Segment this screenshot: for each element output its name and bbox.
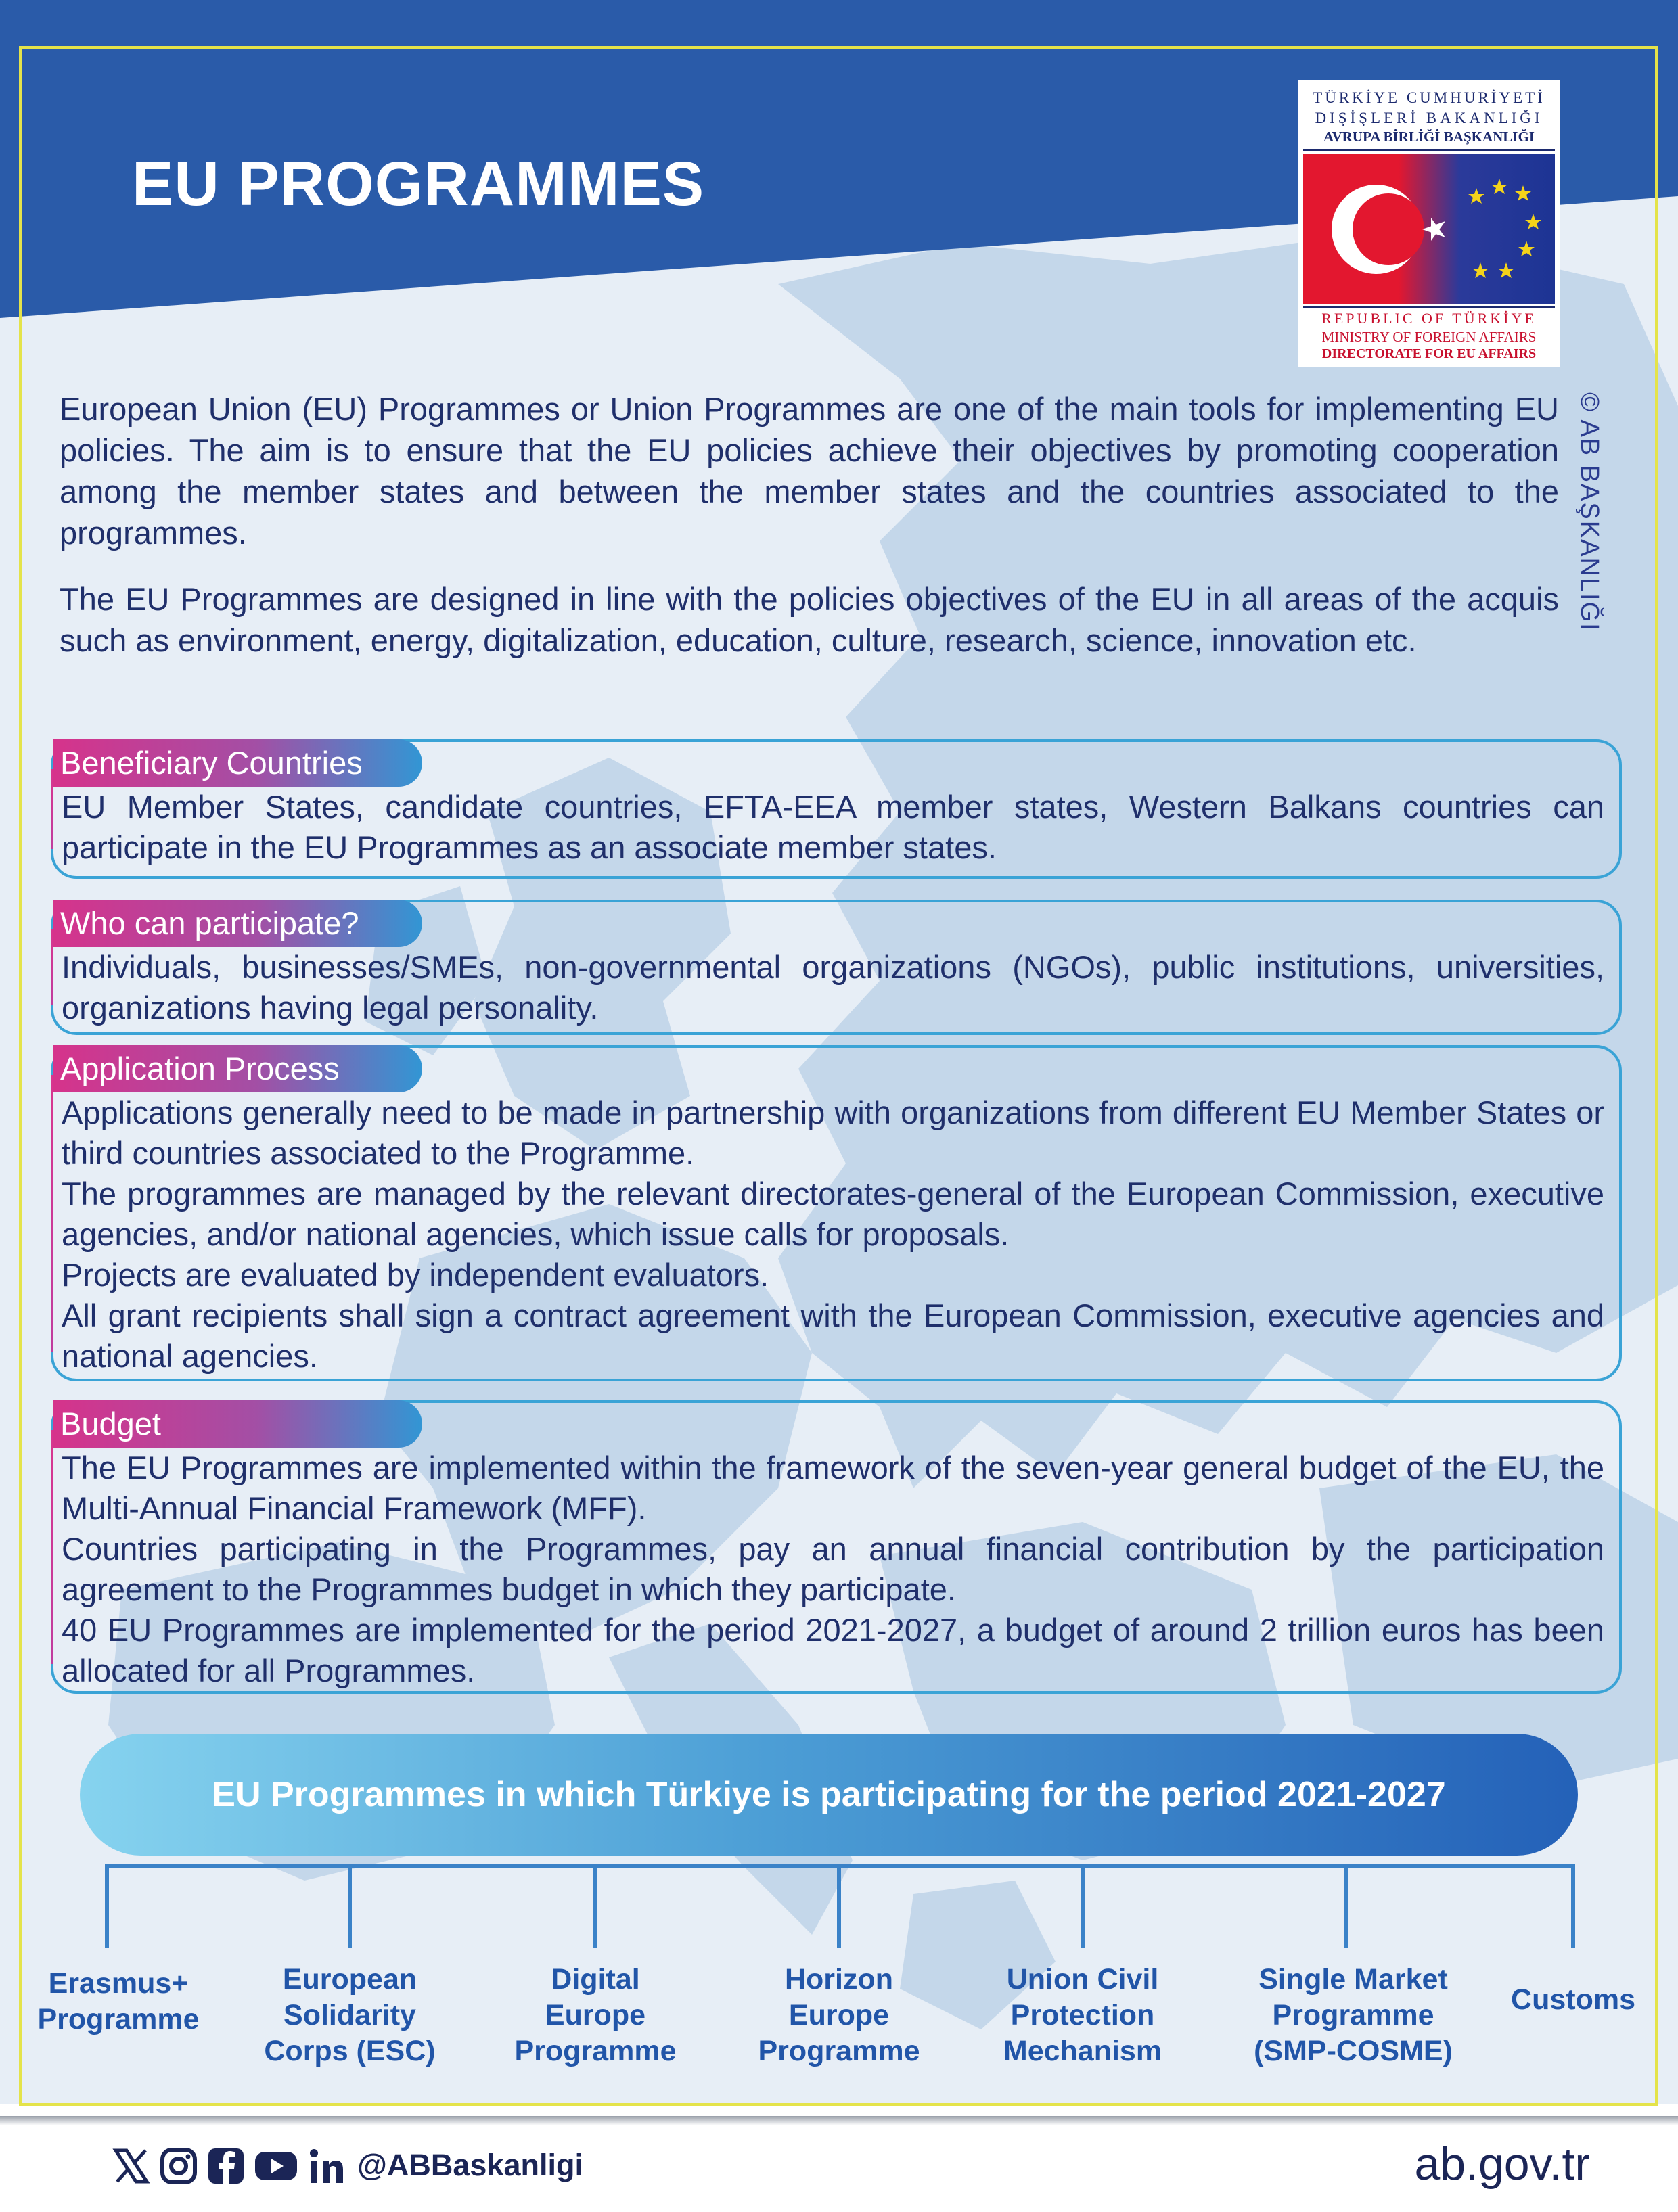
box-text: Individuals, businesses/SMEs, non-governmental organizations (NGOs), public institutions, universities, organizations having legal personality. <box>62 949 1604 1026</box>
logo-text-line: AVRUPA BİRLİĞİ BAŞKANLIĞI <box>1323 129 1535 145</box>
box-body <box>62 787 1604 868</box>
instagram-icon[interactable] <box>159 2146 198 2186</box>
programme-label: Programme <box>514 2035 677 2067</box>
application-process-box <box>51 1045 1622 1381</box>
who-can-participate-box <box>51 900 1622 1035</box>
programme-label: Single Market <box>1258 1963 1448 1996</box>
box-text: 40 EU Programmes are implemented for the period 2021-2027, a budget of around 2 trillion euros has been allocated for all Programmes. <box>62 1612 1604 1688</box>
budget-box <box>51 1400 1622 1694</box>
programme-label: Europe <box>545 1999 646 2031</box>
footer-divider <box>0 2116 1678 2125</box>
programme-customs <box>1482 1982 1664 2018</box>
programme-label: Solidarity <box>284 1999 416 2031</box>
box-body <box>62 947 1604 1028</box>
programme-label: (SMP-COSME) <box>1254 2035 1453 2067</box>
box-text: Projects are evaluated by independent evaluators. <box>62 1257 769 1293</box>
box-title: Budget <box>53 1400 422 1448</box>
box-text: EU Member States, candidate countries, EFTA-EEA member states, Western Balkans countries can participate in the EU Programmes as an associate member states. <box>62 789 1604 865</box>
logo-text-line: REPUBLIC OF TÜRKİYE <box>1321 310 1537 327</box>
logo-divider <box>1303 149 1555 151</box>
programme-label: Horizon <box>784 1963 894 1996</box>
copyright-notice: © AB BAŞKANLIĞI <box>1575 392 1604 632</box>
social-handle[interactable]: @ABBaskanligi <box>357 2148 583 2182</box>
facebook-icon[interactable] <box>206 2146 246 2186</box>
x-icon[interactable] <box>112 2146 151 2186</box>
programme-civil-protection <box>981 1962 1184 2069</box>
box-body <box>62 1448 1604 1691</box>
programme-label: Programme <box>758 2035 920 2067</box>
programme-label: Programme <box>37 2003 200 2035</box>
programme-label: Europe <box>788 1999 890 2031</box>
programme-label: Union Civil <box>1006 1963 1159 1996</box>
youtube-icon[interactable] <box>254 2146 298 2186</box>
turkey-eu-flag-icon <box>1303 154 1555 304</box>
box-text: The EU Programmes are implemented within the framework of the seven-year general budget of the EU, the Multi-Annual Financial Framework (MFF). <box>62 1450 1604 1526</box>
programme-label: European <box>282 1963 417 1996</box>
programme-label: Mechanism <box>1003 2035 1162 2067</box>
box-text: Countries participating in the Programmes, pay an annual financial contribution by the participation agreement to the Programmes budget in which they participate. <box>62 1531 1604 1607</box>
programme-single-market <box>1238 1962 1468 2069</box>
programme-connector-tree <box>0 1860 1678 1962</box>
programme-label: Customs <box>1511 1983 1635 2016</box>
logo-text-line: TÜRKİYE CUMHURİYETİ <box>1313 89 1545 106</box>
box-title: Who can participate? <box>53 900 422 947</box>
intro-paragraph: The EU Programmes are designed in line with the policies objectives of the EU in all areas of the acquis such as environment, energy, digitalization, education, culture, research, science, innovation etc. <box>60 581 1559 658</box>
programme-esc <box>248 1962 451 2069</box>
box-text: The programmes are managed by the relevant directorates-general of the European Commission, executive agencies, and/or national agencies, which issue calls for proposals. <box>62 1176 1604 1252</box>
logo-text-line: DIRECTORATE FOR EU AFFAIRS <box>1321 346 1537 361</box>
programme-horizon-europe <box>738 1962 940 2069</box>
box-text: All grant recipients shall sign a contract agreement with the European Commission, executive agencies and national agencies. <box>62 1297 1604 1374</box>
box-text: Applications generally need to be made in partnership with organizations from different EU Member States or third countries associated to the Programme. <box>62 1095 1604 1171</box>
box-title: Application Process <box>53 1045 422 1092</box>
intro-paragraph: European Union (EU) Programmes or Union Programmes are one of the main tools for implementing EU policies. The aim is to ensure that the EU policies achieve their objectives by promoting cooperation among the member states and between the member states and the countries associated to the programmes. <box>60 391 1559 551</box>
programme-label: Erasmus+ <box>48 1967 189 2000</box>
ministry-logo <box>1298 80 1560 367</box>
logo-divider <box>1303 306 1555 308</box>
logo-text-line: DIŞİŞLERİ BAKANLIĞI <box>1315 110 1543 126</box>
programme-digital-europe <box>494 1962 697 2069</box>
programme-label: Corps (ESC) <box>264 2035 436 2067</box>
beneficiary-countries-box <box>51 739 1622 879</box>
page-title: EU PROGRAMMES <box>132 149 705 218</box>
programme-label: Programme <box>1272 1999 1434 2031</box>
website-link[interactable]: ab.gov.tr <box>1414 2138 1590 2190</box>
linkedin-icon[interactable] <box>307 2146 346 2186</box>
programme-label: Digital <box>551 1963 640 1996</box>
box-title: Beneficiary Countries <box>53 739 422 787</box>
participation-banner: EU Programmes in which Türkiye is participating for the period 2021-2027 <box>80 1734 1578 1856</box>
box-body <box>62 1092 1604 1377</box>
programme-label: Protection <box>1010 1999 1155 2031</box>
social-icons <box>112 2144 346 2188</box>
programme-erasmus <box>17 1966 220 2037</box>
logo-text-line: MINISTRY OF FOREIGN AFFAIRS <box>1321 329 1537 345</box>
